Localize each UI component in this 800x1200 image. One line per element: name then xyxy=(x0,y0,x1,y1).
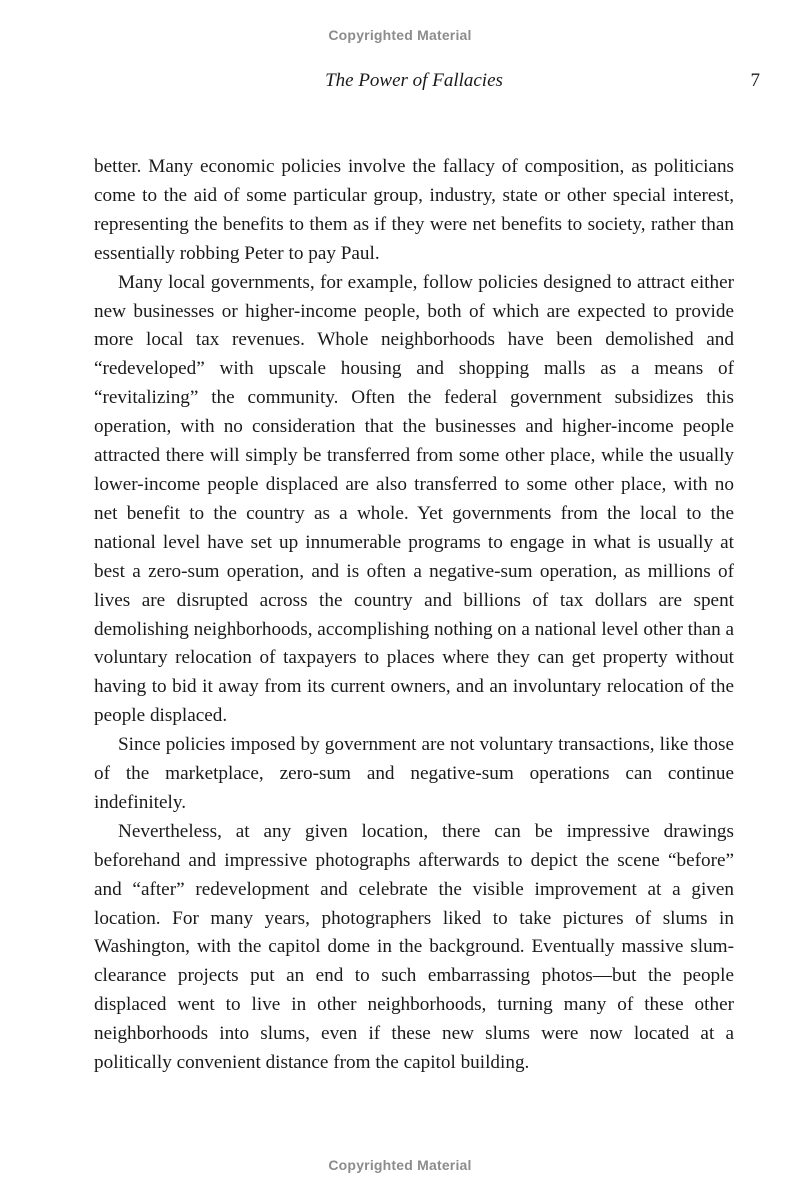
paragraph-continued: better. Many economic policies involve the fallacy of composition, as politicians come to the aid of some particular group, industry, state or other special interest, representing the benefits to them as if they were net benefits to society, rather than essentially robbing Peter to pay Paul. xyxy=(94,156,734,264)
paragraph: Many local governments, for example, follow policies designed to attract either new businesses or higher-income people, both of which are expected to provide more local tax revenues. Whole neighborhoods have been demolished and “redeveloped” with upscale housing and shopping malls as a means of “revitalizing” the community. Often the federal government subsidizes this operation, with no consideration that the businesses and higher-income people attracted there will simply be transferred from some other place, while the usually lower-income people displaced are also transferred to some other place, with no net benefit to the country as a whole. Yet governments from the local to the national level have set up innumerable programs to engage in what is usually at best a zero-sum operation, and is often a negative-sum operation, as millions of lives are disrupted across the country and billions of tax dollars are spent demolishing neighborhoods, accomplishing nothing on a national level other than a voluntary relocation of taxpayers to places where they can get property without having to bid it away from its current owners, and an involuntary relocation of the people displaced. xyxy=(94,271,734,727)
paragraph: Nevertheless, at any given location, there can be impressive drawings beforehand and impressive photographs afterwards to depict the scene “before” and “after” redevelopment and celebrate the visible improvement at a given location. For many years, photographers liked to take pictures of slums in Washington, with the capitol dome in the background. Eventually massive slum-clearance projects put an end to such embarrassing photos—but the people displaced went to live in other neighborhoods, turning many of these other neighborhoods into slums, even if these new slums were now located at a politically convenient distance from the capitol building. xyxy=(94,820,734,1074)
page-number: 7 xyxy=(750,70,760,91)
copyright-watermark-top: Copyrighted Material xyxy=(328,27,472,43)
body-text xyxy=(94,153,734,1078)
paragraph: Since policies imposed by government are not voluntary transactions, like those of the marketplace, zero-sum and negative-sum operations can continue indefinitely. xyxy=(94,734,734,813)
running-header xyxy=(94,70,760,96)
copyright-watermark-bottom: Copyrighted Material xyxy=(328,1157,472,1173)
running-title: The Power of Fallacies xyxy=(325,70,503,91)
